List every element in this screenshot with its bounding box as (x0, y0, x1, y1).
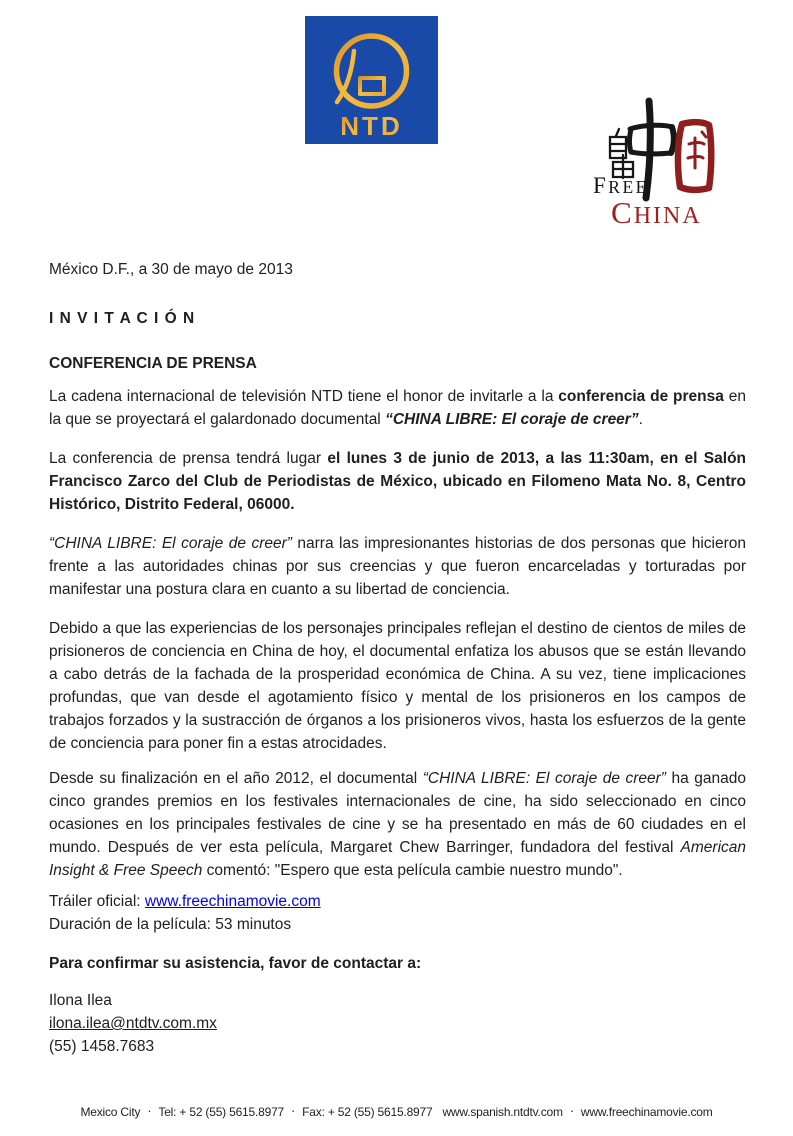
footer-separator: · (147, 1103, 152, 1118)
ntd-logo (305, 16, 438, 144)
paragraph-5 (49, 767, 746, 882)
ntd-logo-text: NTD (340, 111, 403, 141)
paragraph-5-text: comentó: "Espero que esta película cambie nuestro mundo". (202, 862, 623, 879)
paragraph-1-text: en la que se proyectará el galardonado documental (49, 388, 746, 428)
contact-email-line (49, 1012, 746, 1035)
paragraph-4-text: Debido a que las experiencias de los personajes principales reflejan el destino de cientos de miles de prisioneros de conciencia en China de hoy, el documental enfatiza los abusos que se están llevando a cabo detrás de la fachada de la prosperidad económica de China. A su vez, tiene implicaciones profundas, que van desde el agotamiento físico y mental de los prisioneros en los campos de trabajos forzados y la sustracción de órganos a los prisioneros vivos, hasta los esfuerzos de la gente de conciencia para poner fin a estas atrocidades. (49, 620, 746, 752)
paragraph-5-text: ha ganado cinco grandes premios en los festivales internacionales de cine, ha sido seleccionado en cinco ocasiones en los principales festivales de cine y se ha presentado en más de 60 ciudades en el mundo. Después de ver esta película, Margaret Chew Barringer, fundadora del festival (49, 770, 746, 856)
footer-fax: Fax: + 52 (55) 5615.8977 (302, 1105, 433, 1119)
free-china-china-text: CHINA (611, 195, 702, 230)
footer (0, 1103, 793, 1119)
paragraph-5-text: Desde su finalización en el año 2012, el documental (49, 770, 423, 787)
trailer-line (49, 890, 746, 913)
duration-line: Duración de la película: 53 minutos (49, 916, 292, 933)
paragraph-4 (49, 617, 746, 755)
footer-separator: · (291, 1103, 296, 1118)
contact-name: Ilona Ilea (49, 992, 112, 1009)
footer-city: Mexico City (80, 1105, 141, 1119)
paragraph-1 (49, 385, 746, 431)
confirm-attendance-heading: Para confirmar su asistencia, favor de contactar a: (49, 955, 422, 972)
paragraph-1-bold: conferencia de prensa (558, 388, 724, 405)
festival-name: American Insight & Free Speech (49, 839, 746, 879)
event-details-bold: el lunes 3 de junio de 2013, a las 11:30am, en el Salón Francisco Zarco del Club de Periodistas de México, ubicado en Filomeno Mata No. 8, Centro Histórico, Distrito Federal, 06000. (49, 450, 747, 513)
footer-tel: Tel: + 52 (55) 5615.8977 (158, 1105, 285, 1119)
paragraph-2 (49, 447, 746, 516)
press-conference-heading: CONFERENCIA DE PRENSA (49, 355, 257, 372)
letter-body (49, 258, 746, 1058)
paragraph-1-text: . (638, 411, 643, 428)
documentary-title: “CHINA LIBRE: El coraje de creer” (385, 411, 639, 428)
paragraph-2-text: La conferencia de prensa tendrá lugar (49, 450, 328, 467)
paragraph-3 (49, 532, 746, 601)
free-china-free-text: FREE (593, 173, 649, 198)
footer-separator: · (569, 1103, 574, 1118)
trailer-label: Tráiler oficial: (49, 893, 145, 910)
footer-site-spanish-ntdtv: www.spanish.ntdtv.com (442, 1105, 563, 1119)
free-china-logo (590, 96, 718, 230)
date-line: México D.F., a 30 de mayo de 2013 (49, 261, 293, 278)
footer-site-freechinamovie: www.freechinamovie.com (580, 1105, 713, 1119)
paragraph-1-text: La cadena internacional de televisión NTD tiene el honor de invitarle a la (49, 388, 559, 405)
contact-phone: (55) 1458.7683 (49, 1038, 155, 1055)
contact-email-link[interactable]: ilona.ilea@ntdtv.com.mx (49, 1015, 217, 1032)
paragraph-3-text: narra las impresionantes historias de dos personas que hicieron frente a las autoridades chinas por sus creencias y que fueron encarceladas y torturadas por manifestar una postura clara en cuanto a su libertad de conciencia. (49, 535, 746, 598)
trailer-link[interactable]: www.freechinamovie.com (144, 893, 321, 910)
documentary-title: “CHINA LIBRE: El coraje de creer” (422, 770, 666, 787)
documentary-title: “CHINA LIBRE: El coraje de creer” (49, 535, 292, 552)
invitation-heading: I N V I T A C I Ó N (49, 310, 196, 327)
